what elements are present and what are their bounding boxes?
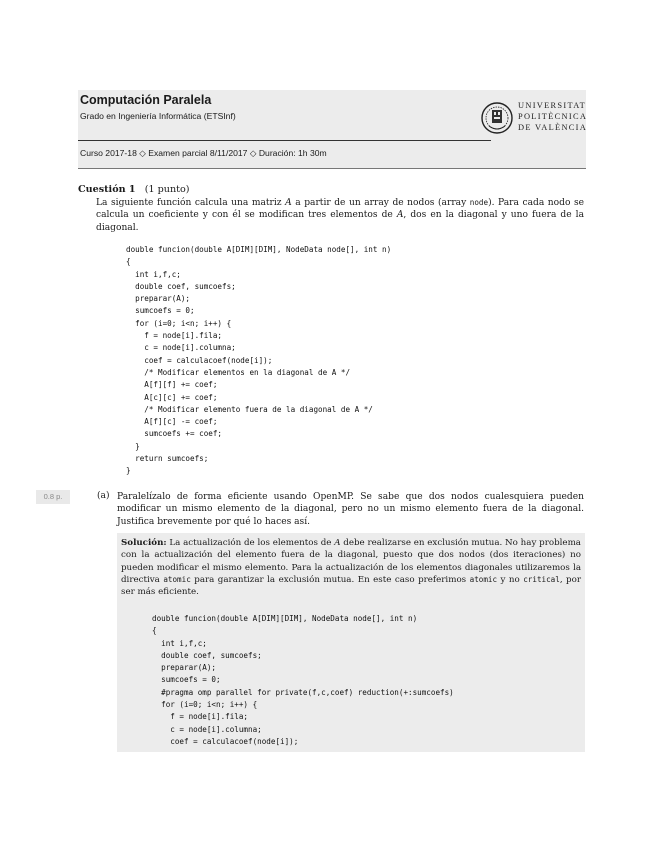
question-label: Cuestión 1 xyxy=(78,184,136,195)
solution-label: Solución: xyxy=(121,538,167,548)
seal-icon xyxy=(480,98,514,138)
part-label: (a) xyxy=(97,491,110,501)
header-divider xyxy=(78,140,491,141)
university-name: UNIVERSITAT POLITÈCNICA DE VALÈNCIA xyxy=(518,101,588,132)
exam-header xyxy=(78,90,586,168)
solution-code-listing: double funcion(double A[DIM][DIM], NodeData node[], int n) { int i,f,c; double coef, sumcoefs; preparar(A); sumcoefs = 0; #pragma omp parallel for private(f,c,coef) reduction(+:sumcoefs) for (i=0; i<n; i++) { f = node[i].fila; c = node[i].columna; coef = calculacoef(node[i]); xyxy=(152,614,454,746)
question-statement: La siguiente función calcula una matriz A a partir de un array de nodos (array node). Para cada nodo se calcula un coeficiente y con él se modifican tres elementos de A, dos en la diagonal y uno fuera de la diagonal. xyxy=(96,198,584,233)
solution-text: Solución: La actualización de los elementos de A debe realizarse en exclusión mutua. No hay problema con la actualización del elemento fuera de la diagonal, puesto que dos nodos (dos iteraciones) no pueden modificar el mismo elemento. Para la actualización de los elementos diagonales utilizaremos la directiva atomic para garantizar la exclusión mutua. En este caso preferimos atomic y no critical, por ser más eficiente. xyxy=(121,538,581,598)
part-statement: Paralelízalo de forma eficiente usando OpenMP. Se sabe que dos nodos cualesquiera pueden modificar un mismo elemento de la diagonal, pero no un mismo elemento fuera de la diagonal. Justifica brevemente por qué lo haces así. xyxy=(117,492,584,527)
solution-box xyxy=(117,533,585,752)
part-points-badge: 0.8 p. xyxy=(36,490,70,504)
exam-info: Curso 2017-18 ◇ Examen parcial 8/11/2017 ◇ Duración: 1h 30m xyxy=(80,148,327,158)
university-logo xyxy=(480,98,586,140)
question-points: (1 punto) xyxy=(144,184,190,195)
degree-subtitle: Grado en Ingeniería Informática (ETSInf) xyxy=(80,111,236,121)
course-title: Computación Paralela xyxy=(80,93,212,107)
question-heading xyxy=(78,184,190,195)
question-code-listing: double funcion(double A[DIM][DIM], NodeData node[], int n) { int i,f,c; double coef, sumcoefs; preparar(A); sumcoefs = 0; for (i=0; i<n; i++) { f = node[i].fila; c = node[i].columna; coef = calculacoef(node[i]); /* Modificar elementos en la diagonal de A */ A[f][f] += coef; A[c][c] += coef; /* Modificar elemento fuera de la diagonal de A */ A[f][c] -= coef; sumcoefs += coef; } return sumcoefs; } xyxy=(126,245,392,476)
header-bottom-rule xyxy=(78,168,586,169)
